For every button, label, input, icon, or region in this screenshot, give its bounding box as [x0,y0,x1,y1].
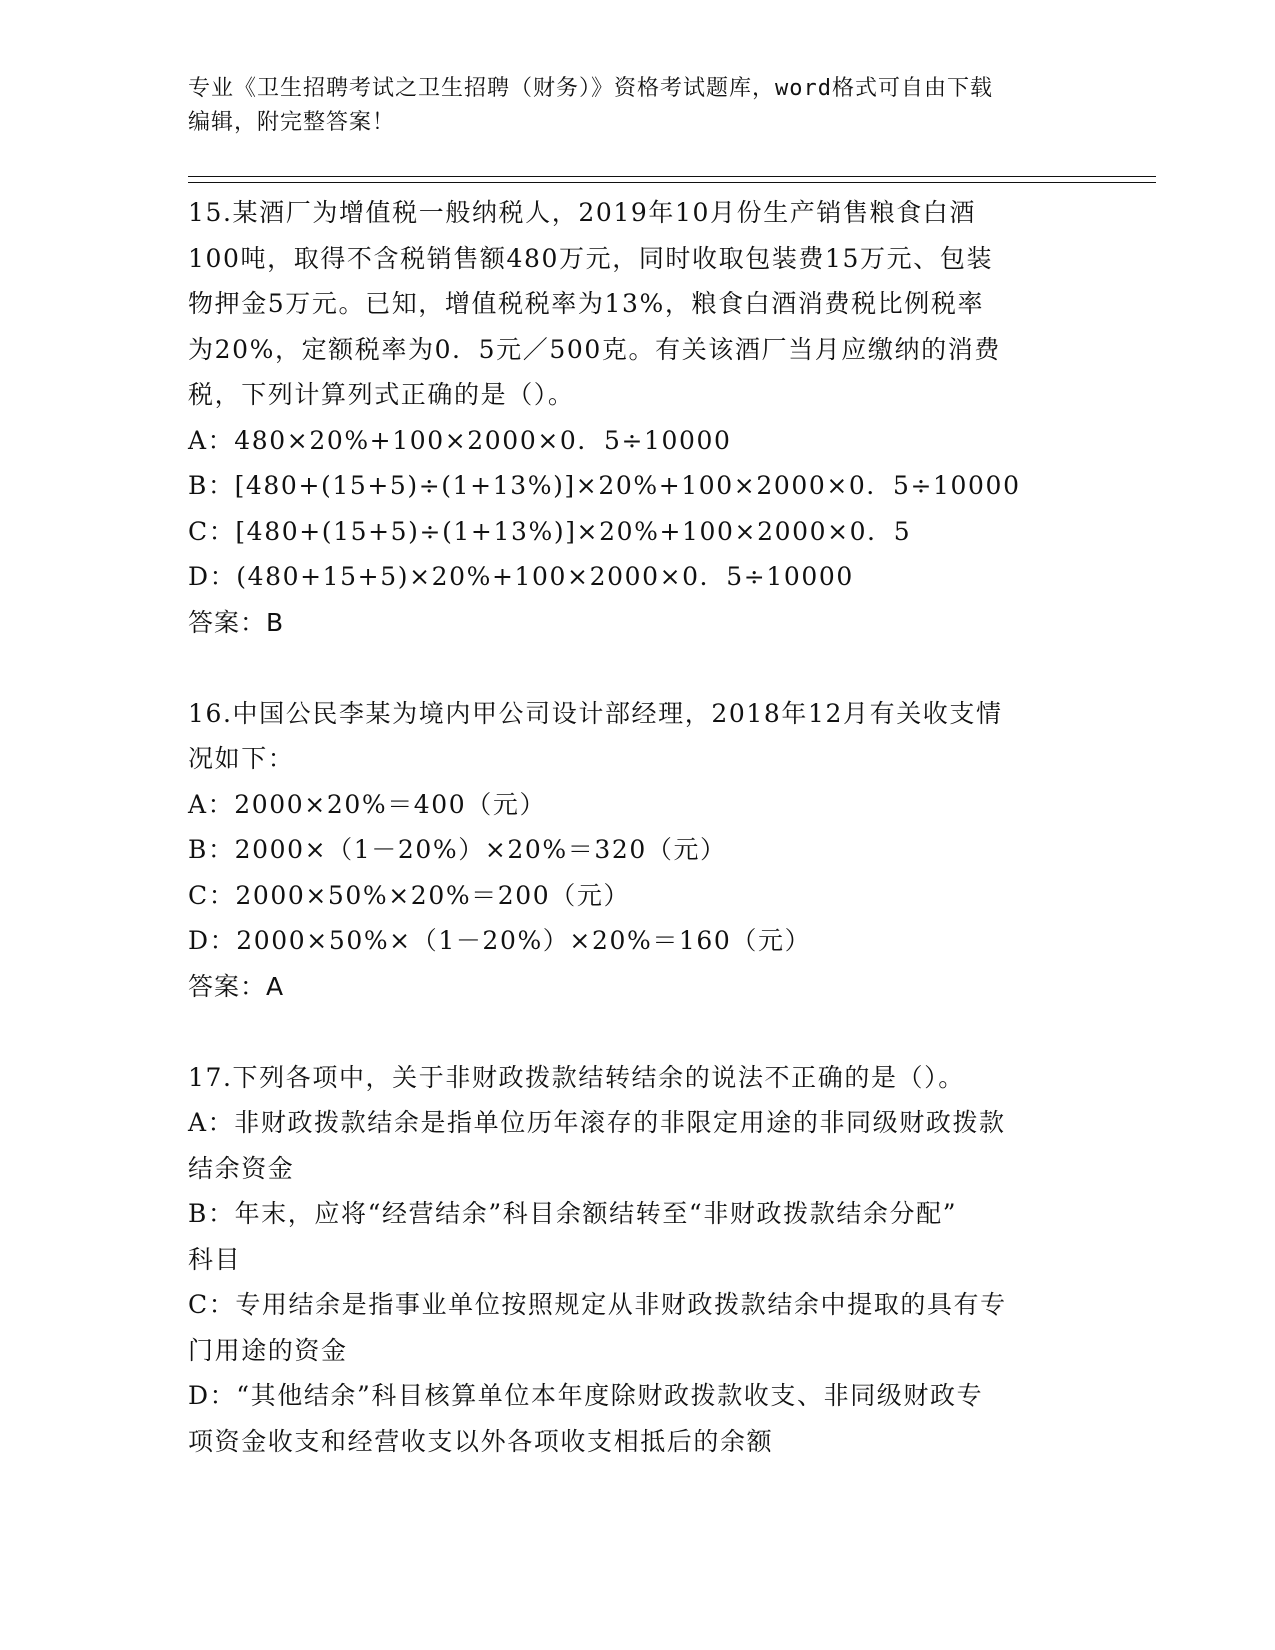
question-15 [188,190,1088,645]
option-b: B：年末，应将“经营结余”科目余额结转至“非财政拨款结余分配” [188,1199,958,1228]
answer-line: 答案：A [188,971,285,1001]
option-a: A：非财政拨款结余是指单位历年滚存的非限定用途的非同级财政拨款 [188,1108,1006,1137]
option-c: C：2000×50%×20%＝200（元） [188,880,631,910]
option-d: D：“其他结余”科目核算单位本年度除财政拨款收支、非同级财政专 [188,1381,984,1410]
question-stem-line: 况如下： [188,744,295,773]
option-b: B：2000×（1－20%）×20%＝320（元） [188,835,727,864]
question-stem-line: 17.下列各项中，关于非财政拨款结转结余的说法不正确的是（）。 [188,1062,965,1092]
question-stem-line: 为20%，定额税率为0．5元／500克。有关该酒厂当月应缴纳的消费 [188,334,1001,364]
question-17 [188,1055,1088,1465]
header-line-2: 编辑，附完整答案！ [188,110,396,135]
option-a: A：480×20%+100×2000×0．5÷10000 [188,425,732,455]
option-d: D：2000×50%×（1－20%）×20%＝160（元） [188,926,812,955]
question-stem-line: 16.中国公民李某为境内甲公司设计部经理，2018年12月有关收支情 [188,698,1003,728]
question-16 [188,691,1088,1010]
option-d: D：(480+15+5)×20%+100×2000×0．5÷10000 [188,562,854,591]
question-stem-line: 物押金5万元。已知，增值税税率为13%，粮食白酒消费税比例税率 [188,289,985,318]
question-stem-line: 100吨，取得不含税销售额480万元，同时收取包装费15万元、包装 [188,243,994,273]
header-divider-bottom [188,182,1156,183]
spacer [188,1009,1088,1055]
spacer [188,645,1088,691]
option-a-continued: 结余资金 [188,1153,295,1183]
question-list [188,190,1088,1464]
question-stem-line: 15.某酒厂为增值税一般纳税人，2019年10月份生产销售粮食白酒 [188,198,976,227]
header-line-1: 专业《卫生招聘考试之卫生招聘（财务）》资格考试题库，word格式可自由下载 [188,76,993,101]
page-header [188,72,1068,140]
header-divider-top [188,176,1156,177]
answer-line: 答案：B [188,607,285,637]
option-d-continued: 项资金收支和经营收支以外各项收支相抵后的余额 [188,1426,774,1456]
option-c: C：专用结余是指事业单位按照规定从非财政拨款结余中提取的具有专 [188,1290,1007,1319]
option-a: A：2000×20%＝400（元） [188,789,547,819]
option-b-continued: 科目 [188,1244,242,1274]
option-b: B：[480+(15+5)÷(1+13%)]×20%+100×2000×0．5÷10000 [188,471,1021,500]
question-stem-line: 税，下列计算列式正确的是（）。 [188,380,575,409]
option-c: C：[480+(15+5)÷(1+13%)]×20%+100×2000×0．5 [188,516,912,546]
option-c-continued: 门用途的资金 [188,1335,348,1365]
